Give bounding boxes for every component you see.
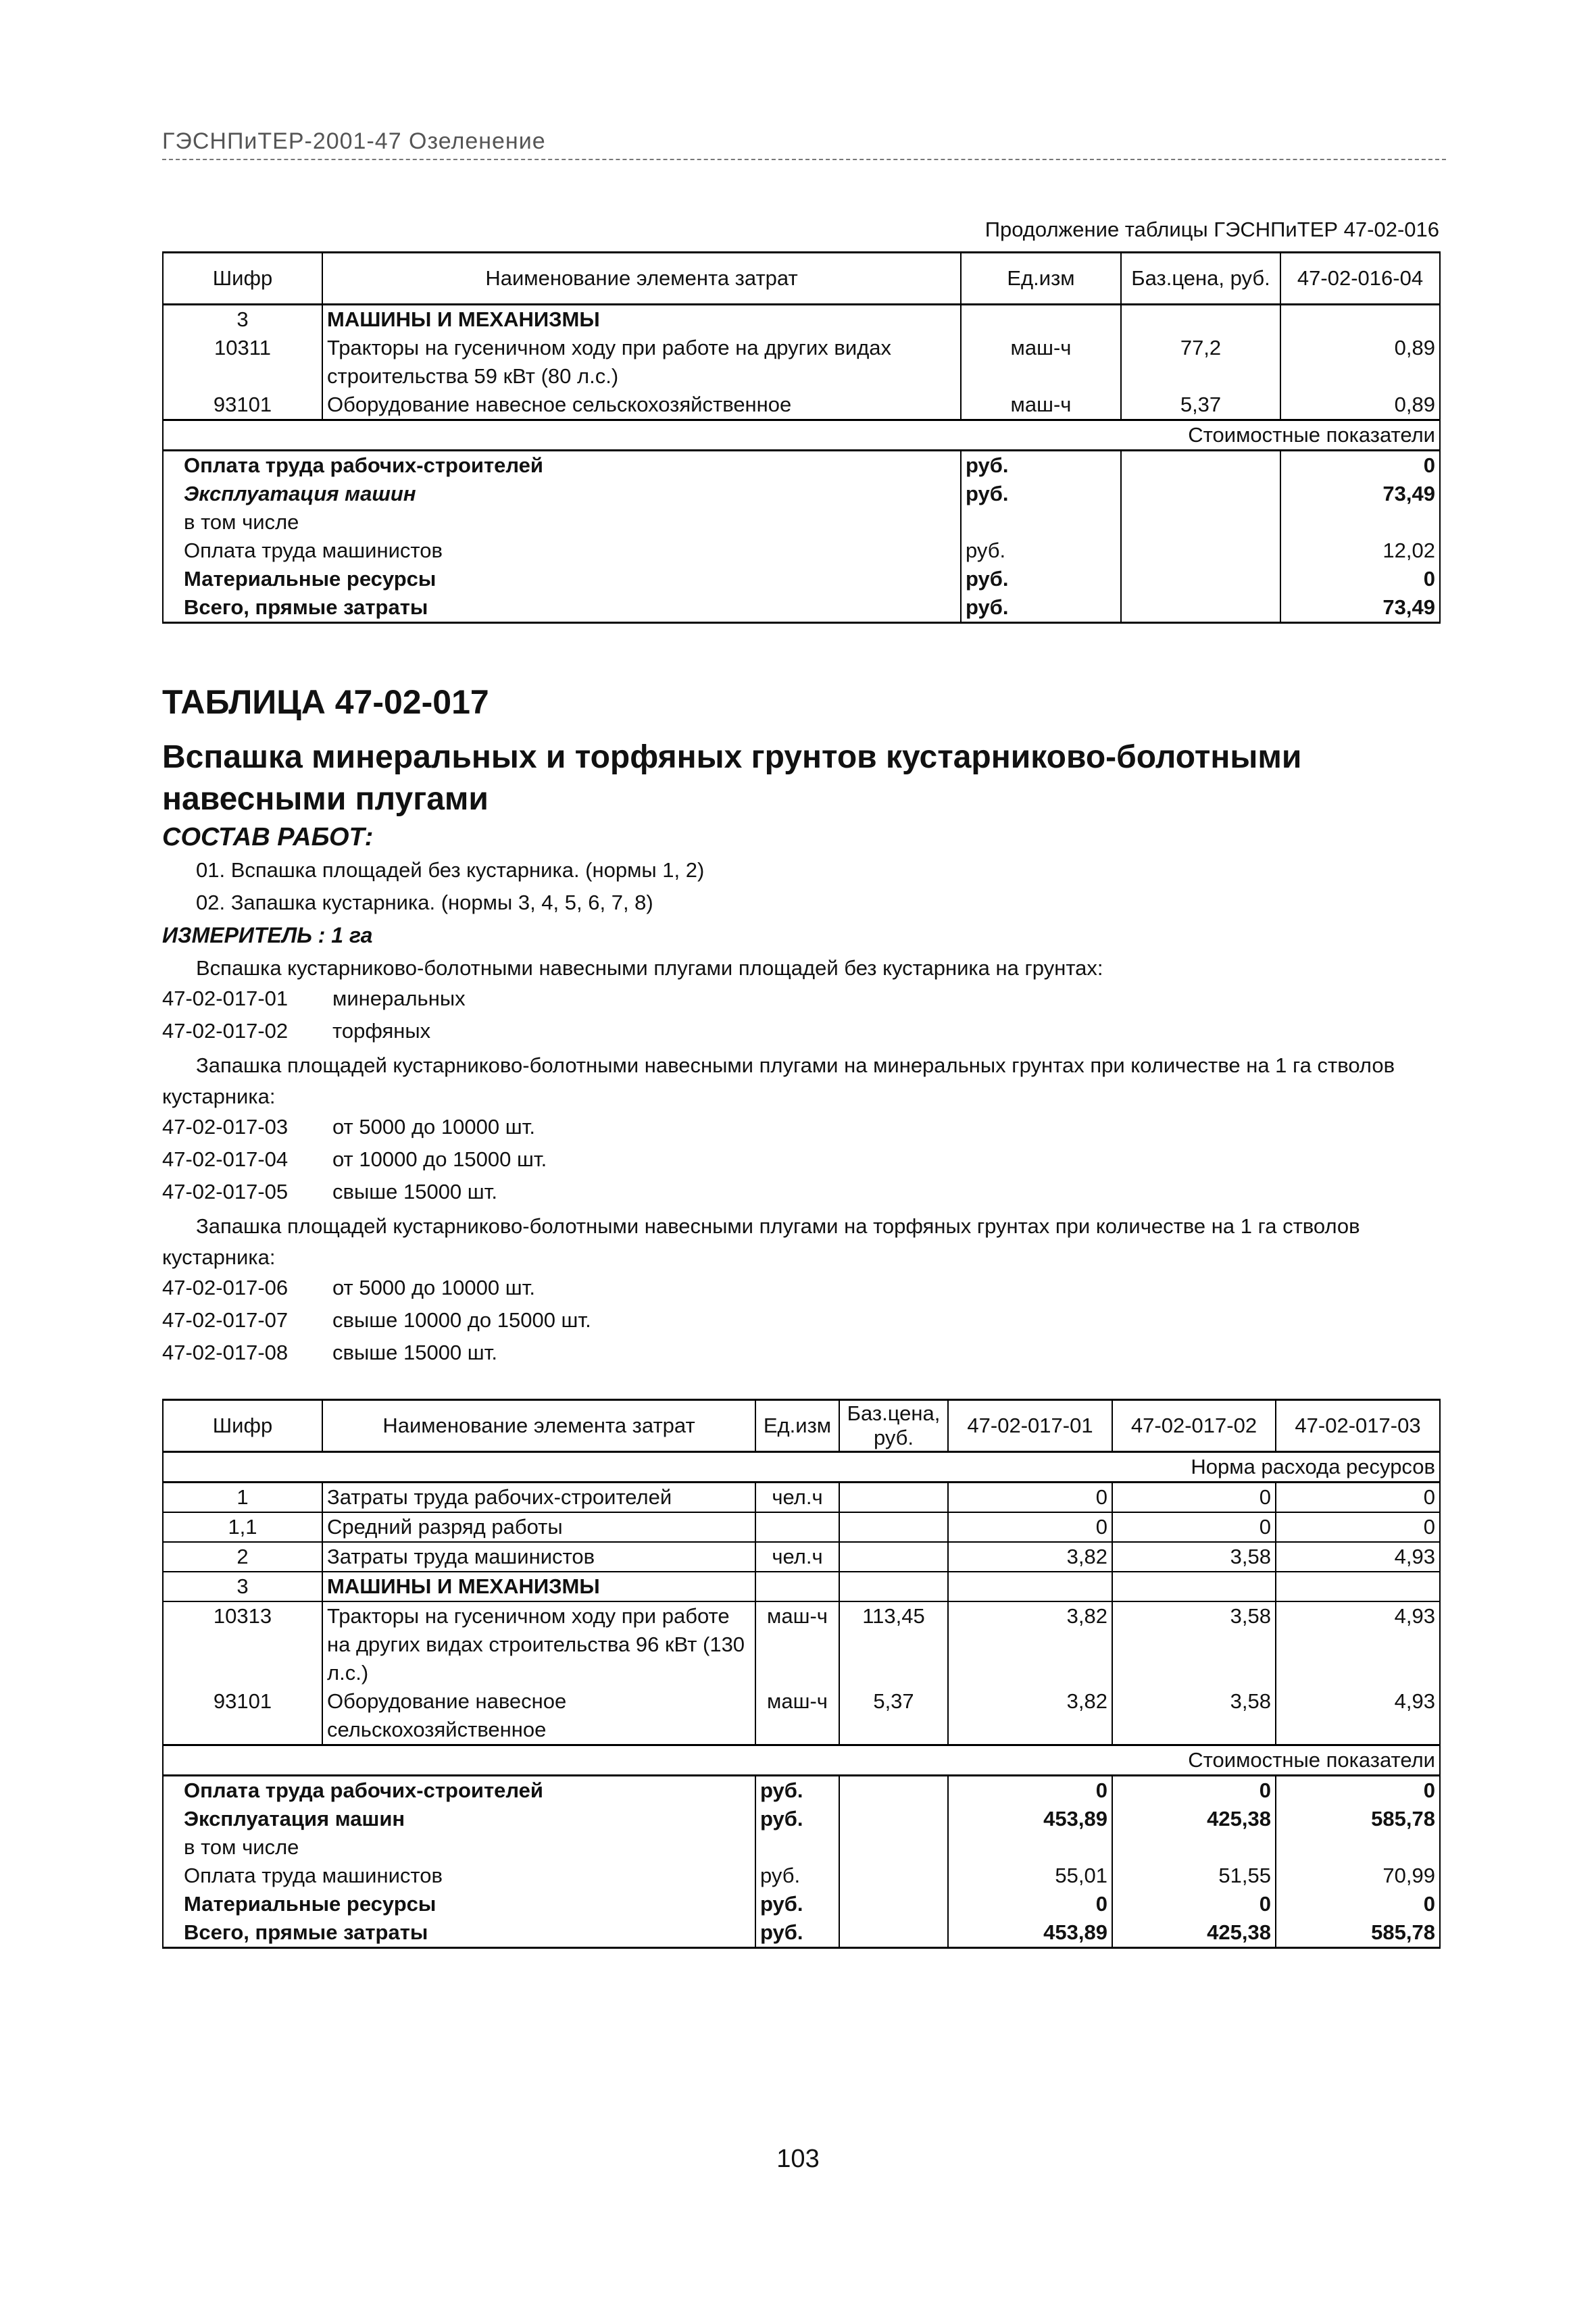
norm-description: от 5000 до 10000 шт.	[332, 1115, 535, 1139]
column-header: Наименование элемента затрат	[322, 1400, 755, 1452]
code-cell: 93101	[163, 391, 322, 420]
column-header: 47-02-017-02	[1112, 1400, 1276, 1452]
norm-code: 47-02-017-03	[162, 1115, 289, 1139]
price-cell: 77,2	[1121, 334, 1280, 391]
work-item: 02. Запашка кустарника. (нормы 3, 4, 5, 6, 7, 8)	[196, 891, 653, 914]
value-cell: 4,93	[1276, 1687, 1440, 1745]
value-cell: 425,38	[1112, 1918, 1276, 1948]
page-number: 103	[776, 2145, 820, 2173]
norm-code: 47-02-017-06	[162, 1276, 289, 1299]
value-cell	[1276, 1572, 1440, 1601]
work-composition-label: СОСТАВ РАБОТ:	[162, 823, 374, 851]
price-cell	[839, 1483, 948, 1513]
value-cell: 3,82	[948, 1542, 1112, 1572]
norm-code: 47-02-017-01	[162, 987, 289, 1010]
table-row	[163, 1687, 1440, 1745]
price-cell: 113,45	[839, 1601, 948, 1687]
price-cell	[839, 1833, 948, 1862]
unit-cell	[755, 1833, 839, 1862]
unit-cell	[755, 1572, 839, 1601]
section-label-row	[163, 1745, 1440, 1776]
running-header: ГЭСНПиТЕР-2001-47 Озеленение	[162, 128, 1446, 160]
value-cell: 0	[1280, 451, 1440, 480]
value-cell	[1280, 305, 1440, 334]
cost-label: Всего, прямые затраты	[163, 593, 961, 623]
price-cell	[1121, 451, 1280, 480]
value-cell: 453,89	[948, 1805, 1112, 1833]
cost-row	[163, 451, 1440, 480]
price-cell	[1121, 508, 1280, 537]
value-cell	[1112, 1833, 1276, 1862]
norm-description: минеральных	[332, 987, 466, 1010]
cost-table-47-02-017	[162, 1399, 1441, 1949]
code-cell: 1	[163, 1483, 322, 1513]
cost-label: Оплата труда машинистов	[163, 537, 961, 565]
cost-row	[163, 537, 1440, 565]
unit-cell: маш-ч	[961, 334, 1121, 391]
unit-cell: руб.	[961, 593, 1121, 623]
section-label: Стоимостные показатели	[163, 1745, 1440, 1776]
norm-code: 47-02-017-04	[162, 1147, 289, 1171]
price-cell	[1121, 537, 1280, 565]
paragraph: Запашка площадей кустарниково-болотными навесными плугами на торфяных грунтах при количестве на 1 га стволов кустарника:	[162, 1214, 1360, 1269]
unit-cell	[755, 1512, 839, 1542]
cost-label: в том числе	[163, 1833, 755, 1862]
value-cell: 12,02	[1280, 537, 1440, 565]
price-cell	[839, 1918, 948, 1948]
value-cell: 0	[1276, 1483, 1440, 1513]
column-header: Ед.изм	[755, 1400, 839, 1452]
cost-label: Материальные ресурсы	[163, 565, 961, 593]
code-cell: 10313	[163, 1601, 322, 1687]
norm-code: 47-02-017-07	[162, 1308, 289, 1332]
paragraph: Запашка площадей кустарниково-болотными навесными плугами на минеральных грунтах при количестве на 1 га стволов кустарника:	[162, 1053, 1395, 1108]
work-item: 01. Вспашка площадей без кустарника. (нормы 1, 2)	[196, 858, 705, 882]
column-header: Баз.цена, руб.	[1121, 253, 1280, 305]
cost-row	[163, 1805, 1440, 1833]
section-label-row	[163, 1452, 1440, 1483]
unit-cell: руб.	[755, 1918, 839, 1948]
cost-label: Материальные ресурсы	[163, 1890, 755, 1918]
section-heading: Вспашка минеральных и торфяных грунтов кустарниково-болотными навесными плугами	[162, 739, 1302, 817]
value-cell: 0	[1112, 1483, 1276, 1513]
cost-row	[163, 565, 1440, 593]
value-cell: 425,38	[1112, 1805, 1276, 1833]
unit-cell	[961, 305, 1121, 334]
unit-cell: маш-ч	[755, 1687, 839, 1745]
unit-cell: маш-ч	[961, 391, 1121, 420]
value-cell: 73,49	[1280, 593, 1440, 623]
code-cell: 3	[163, 1572, 322, 1601]
table-row	[163, 334, 1440, 391]
value-cell: 0	[948, 1776, 1112, 1806]
norm-description: от 5000 до 10000 шт.	[332, 1276, 535, 1299]
name-cell: МАШИНЫ И МЕХАНИЗМЫ	[322, 305, 961, 334]
cost-row	[163, 1862, 1440, 1890]
cost-label: Оплата труда машинистов	[163, 1862, 755, 1890]
column-header: Ед.изм	[961, 253, 1121, 305]
cost-label: в том числе	[163, 508, 961, 537]
value-cell	[1280, 508, 1440, 537]
table-row	[163, 305, 1440, 334]
norm-description: свыше 10000 до 15000 шт.	[332, 1308, 591, 1332]
value-cell: 4,93	[1276, 1542, 1440, 1572]
name-cell: МАШИНЫ И МЕХАНИЗМЫ	[322, 1572, 755, 1601]
value-cell: 0	[1276, 1776, 1440, 1806]
name-cell: Тракторы на гусеничном ходу при работе на других видах строительства 59 кВт (80 л.с.)	[322, 334, 961, 391]
value-cell	[948, 1572, 1112, 1601]
cost-label: Эксплуатация машин	[163, 1805, 755, 1833]
value-cell: 0,89	[1280, 334, 1440, 391]
name-cell: Затраты труда машинистов	[322, 1542, 755, 1572]
norm-description: свыше 15000 шт.	[332, 1341, 498, 1364]
norm-code: 47-02-017-02	[162, 1019, 289, 1043]
unit-cell: руб.	[755, 1776, 839, 1806]
code-cell: 10311	[163, 334, 322, 391]
value-cell: 453,89	[948, 1918, 1112, 1948]
table-row	[163, 1542, 1440, 1572]
table-row	[163, 1512, 1440, 1542]
cost-row	[163, 1890, 1440, 1918]
code-cell: 2	[163, 1542, 322, 1572]
value-cell: 0	[948, 1890, 1112, 1918]
cost-label: Оплата труда рабочих-строителей	[163, 1776, 755, 1806]
unit-cell: руб.	[961, 451, 1121, 480]
value-cell: 73,49	[1280, 480, 1440, 508]
table-row	[163, 1601, 1440, 1687]
value-cell: 585,78	[1276, 1805, 1440, 1833]
unit-cell	[961, 508, 1121, 537]
price-cell	[1121, 593, 1280, 623]
name-cell: Средний разряд работы	[322, 1512, 755, 1542]
value-cell: 3,82	[948, 1687, 1112, 1745]
table-title: ТАБЛИЦА 47-02-017	[162, 683, 489, 721]
cost-row	[163, 1776, 1440, 1806]
column-header: Шифр	[163, 1400, 322, 1452]
norm-description: торфяных	[332, 1019, 431, 1043]
unit-cell: руб.	[961, 537, 1121, 565]
column-header: Баз.цена, руб.	[839, 1400, 948, 1452]
unit-cell: руб.	[755, 1862, 839, 1890]
cost-label: Оплата труда рабочих-строителей	[163, 451, 961, 480]
cost-row	[163, 1918, 1440, 1948]
value-cell: 4,93	[1276, 1601, 1440, 1687]
column-header: 47-02-017-01	[948, 1400, 1112, 1452]
price-cell	[839, 1542, 948, 1572]
unit-cell: руб.	[755, 1890, 839, 1918]
value-cell: 0	[1276, 1512, 1440, 1542]
price-cell	[1121, 305, 1280, 334]
price-cell	[1121, 565, 1280, 593]
column-header: Наименование элемента затрат	[322, 253, 961, 305]
paragraph: Вспашка кустарниково-болотными навесными плугами площадей без кустарника на грунтах:	[196, 956, 1103, 980]
cost-table-47-02-016	[162, 251, 1441, 624]
value-cell: 3,82	[948, 1601, 1112, 1687]
section-label-row	[163, 420, 1440, 451]
value-cell: 585,78	[1276, 1918, 1440, 1948]
table-row	[163, 1483, 1440, 1513]
price-cell	[839, 1776, 948, 1806]
cost-row	[163, 480, 1440, 508]
value-cell	[948, 1833, 1112, 1862]
value-cell: 70,99	[1276, 1862, 1440, 1890]
unit-cell: руб.	[961, 480, 1121, 508]
table-header-row	[163, 1400, 1440, 1452]
unit-cell: руб.	[961, 565, 1121, 593]
value-cell: 0	[1112, 1776, 1276, 1806]
value-cell	[1276, 1833, 1440, 1862]
table-continuation-caption: Продолжение таблицы ГЭСНПиТЕР 47-02-016	[984, 218, 1439, 241]
column-header: 47-02-016-04	[1280, 253, 1440, 305]
unit-cell: маш-ч	[755, 1601, 839, 1687]
value-cell: 0	[1276, 1890, 1440, 1918]
price-cell	[1121, 480, 1280, 508]
name-cell: Оборудование навесное сельскохозяйственное	[322, 1687, 755, 1745]
table-header-row	[163, 253, 1440, 305]
code-cell: 1,1	[163, 1512, 322, 1542]
section-label: Норма расхода ресурсов	[163, 1452, 1440, 1483]
price-cell	[839, 1572, 948, 1601]
price-cell	[839, 1890, 948, 1918]
value-cell: 3,58	[1112, 1601, 1276, 1687]
name-cell: Тракторы на гусеничном ходу при работе на других видах строительства 96 кВт (130 л.с.)	[322, 1601, 755, 1687]
cost-label: Эксплуатация машин	[163, 480, 961, 508]
price-cell	[839, 1805, 948, 1833]
unit-cell: руб.	[755, 1805, 839, 1833]
code-cell: 3	[163, 305, 322, 334]
value-cell: 0	[1112, 1512, 1276, 1542]
value-cell: 55,01	[948, 1862, 1112, 1890]
value-cell: 0	[1280, 565, 1440, 593]
price-cell	[839, 1512, 948, 1542]
name-cell: Оборудование навесное сельскохозяйственное	[322, 391, 961, 420]
norm-code: 47-02-017-08	[162, 1341, 289, 1364]
measurement-unit: ИЗМЕРИТЕЛЬ : 1 га	[162, 923, 373, 947]
norm-description: свыше 15000 шт.	[332, 1180, 498, 1203]
section-label: Стоимостные показатели	[163, 420, 1440, 451]
value-cell: 51,55	[1112, 1862, 1276, 1890]
unit-cell: чел.ч	[755, 1542, 839, 1572]
cost-label: Всего, прямые затраты	[163, 1918, 755, 1948]
value-cell	[1112, 1572, 1276, 1601]
value-cell: 0	[948, 1483, 1112, 1513]
table-row	[163, 391, 1440, 420]
value-cell: 3,58	[1112, 1687, 1276, 1745]
cost-row	[163, 1833, 1440, 1862]
price-cell	[839, 1862, 948, 1890]
norm-description: от 10000 до 15000 шт.	[332, 1147, 547, 1171]
cost-row	[163, 593, 1440, 623]
column-header: 47-02-017-03	[1276, 1400, 1440, 1452]
value-cell: 3,58	[1112, 1542, 1276, 1572]
unit-cell: чел.ч	[755, 1483, 839, 1513]
cost-row	[163, 508, 1440, 537]
name-cell: Затраты труда рабочих-строителей	[322, 1483, 755, 1513]
price-cell: 5,37	[1121, 391, 1280, 420]
value-cell: 0	[948, 1512, 1112, 1542]
value-cell: 0	[1112, 1890, 1276, 1918]
column-header: Шифр	[163, 253, 322, 305]
value-cell: 0,89	[1280, 391, 1440, 420]
price-cell: 5,37	[839, 1687, 948, 1745]
table-row	[163, 1572, 1440, 1601]
code-cell: 93101	[163, 1687, 322, 1745]
norm-code: 47-02-017-05	[162, 1180, 289, 1203]
